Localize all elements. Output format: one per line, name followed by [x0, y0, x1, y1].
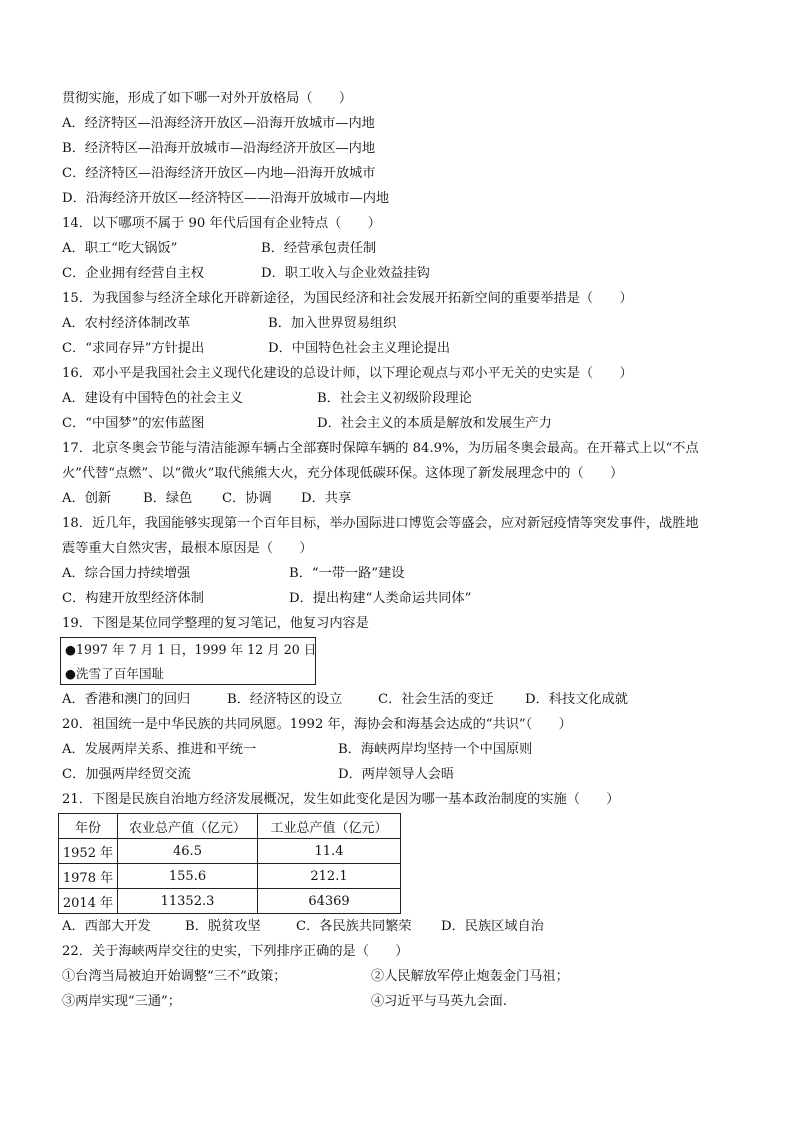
q16-option-c: C．“中国梦”的宏伟蓝图 [62, 416, 205, 431]
q21-option-d: D．民族区域自治 [441, 919, 544, 934]
q18-stem-line-2: 震等重大自然灾害，最根本原因是（ ） [62, 541, 313, 556]
table-cell: 1952 年 [59, 839, 118, 864]
table-row [59, 864, 401, 889]
table-cell: 1978 年 [59, 864, 118, 889]
table-row [59, 839, 401, 864]
q20-option-d: D．两岸领导人会晤 [338, 767, 455, 782]
q14-stem: 14．以下哪项不属于 90 年代后国有企业特点（ ） [62, 216, 381, 231]
q13-option-c: C．经济特区—沿海经济开放区—内地—沿海开放城市 [62, 166, 376, 181]
q22-item-4: ④习近平与马英九会面. [371, 994, 508, 1009]
q17-stem-line-1: 17．北京冬奥会节能与清洁能源车辆占全部赛时保障车辆的 84.9%，为历届冬奥会最高。在开幕式上以“不点 [62, 441, 699, 456]
q19-option-d: D．科技文化成就 [525, 692, 628, 707]
q21-option-b: B．脱贫攻坚 [185, 919, 261, 934]
q13-option-b: B．经济特区—沿海开放城市—沿海经济开放区—内地 [62, 141, 376, 156]
table-cell: 212.1 [258, 864, 401, 889]
table-cell: 11.4 [258, 839, 401, 864]
table-header-cell: 农业总产值（亿元） [118, 814, 258, 839]
q16-option-a: A．建设有中国特色的社会主义 [62, 391, 243, 406]
q22-item-2: ②人民解放军停止炮轰金门马祖； [371, 969, 569, 984]
q17-option-a: A．创新 [62, 491, 112, 506]
q18-option-a: A．综合国力持续增强 [62, 566, 191, 581]
q22-item-1: ①台湾当局被迫开始调整“三不”政策； [62, 969, 287, 984]
review-note-line: ●洗雪了百年国耻 [65, 666, 165, 681]
q14-option-b: B．经营承包责任制 [261, 241, 377, 256]
q17-stem-line-2: 火”代替“点燃”、以“微火”取代熊熊大火，充分体现低碳环保。这体现了新发展理念中的（ ） [62, 466, 624, 481]
q20-stem: 20．祖国统一是中华民族的共同夙愿。1992 年，海协会和海基会达成的“共识”（ ） [62, 717, 572, 732]
q22-item-3: ③两岸实现“三通”； [62, 994, 181, 1009]
table-cell: 2014 年 [59, 889, 118, 914]
table-cell: 46.5 [118, 839, 258, 864]
q17-option-d: D．共享 [301, 491, 352, 506]
table-row [59, 889, 401, 914]
q20-option-c: C．加强两岸经贸交流 [62, 767, 191, 782]
q15-option-c: C．“求同存异”方针提出 [62, 341, 205, 356]
q22-stem: 22．关于海峡两岸交往的史实，下列排序正确的是（ ） [62, 944, 409, 959]
table-cell: 155.6 [118, 864, 258, 889]
q16-option-d: D．社会主义的本质是解放和发展生产力 [317, 416, 552, 431]
q14-option-a: A．职工“吃大锅饭” [62, 241, 178, 256]
q15-option-b: B．加入世界贸易组织 [268, 316, 397, 331]
q19-stem: 19．下图是某位同学整理的复习笔记，他复习内容是 [62, 616, 369, 631]
table-header-cell: 年份 [59, 814, 118, 839]
q13-option-d: D．沿海经济开放区—经济特区——沿海开放城市—内地 [62, 191, 390, 206]
table-cell: 11352.3 [118, 889, 258, 914]
q15-option-d: D．中国特色社会主义理论提出 [268, 341, 451, 356]
q19-option-c: C．社会生活的变迁 [378, 692, 494, 707]
q20-option-a: A．发展两岸关系、推进和平统一 [62, 742, 257, 757]
q19-option-b: B．经济特区的设立 [227, 692, 343, 707]
q18-option-d: D．提出构建“人类命运共同体” [289, 591, 472, 606]
q17-option-b: B．绿色 [143, 491, 193, 506]
q14-option-c: C．企业拥有经营自主权 [62, 266, 204, 281]
review-note-box [60, 637, 316, 685]
q18-option-c: C．构建开放型经济体制 [62, 591, 204, 606]
q21-option-a: A．西部大开发 [62, 919, 151, 934]
q19-option-a: A．香港和澳门的回归 [62, 692, 191, 707]
q21-option-c: C．各民族共同繁荣 [296, 919, 412, 934]
table-header-row [59, 814, 401, 839]
q13-stem-tail: 贯彻实施，形成了如下哪一对外开放格局（ ） [62, 91, 353, 106]
review-note-line: ●1997 年 7 月 1 日，1999 年 12 月 20 日 [65, 642, 317, 657]
q15-option-a: A．农村经济体制改革 [62, 316, 191, 331]
q18-stem-line-1: 18．近几年，我国能够实现第一个百年目标，举办国际进口博览会等盛会，应对新冠疫情等突发事件，战胜地 [62, 516, 699, 531]
q16-stem: 16．邓小平是我国社会主义现代化建设的总设计师，以下理论观点与邓小平无关的史实是（ ） [62, 366, 633, 381]
q14-option-d: D．职工收入与企业效益挂钩 [261, 266, 430, 281]
q20-option-b: B．海峡两岸均坚持一个中国原则 [338, 742, 533, 757]
q17-option-c: C．协调 [222, 491, 272, 506]
q15-stem: 15．为我国参与经济全球化开辟新途径，为国民经济和社会发展开拓新空间的重要举措是（ ） [62, 291, 633, 306]
q21-stem: 21．下图是民族自治地方经济发展概况，发生如此变化是因为哪一基本政治制度的实施（ ） [62, 792, 620, 807]
q13-option-a: A．经济特区—沿海经济开放区—沿海开放城市—内地 [62, 116, 375, 131]
economic-output-table [58, 813, 401, 914]
table-cell: 64369 [258, 889, 401, 914]
table-header-cell: 工业总产值（亿元） [258, 814, 401, 839]
q18-option-b: B．“一带一路”建设 [289, 566, 405, 581]
q16-option-b: B．社会主义初级阶段理论 [317, 391, 472, 406]
